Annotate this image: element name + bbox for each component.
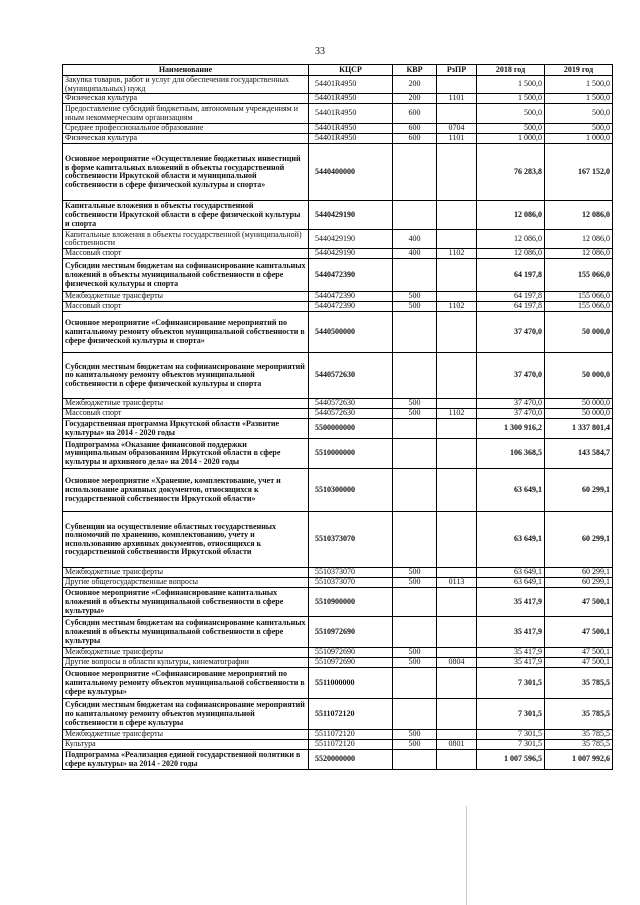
row-kvr: 200 — [393, 76, 437, 94]
row-2019: 1 500,0 — [545, 76, 613, 94]
row-kvr — [393, 668, 437, 699]
row-kcsr: 5440572630 — [309, 399, 393, 409]
row-2018: 35 417,9 — [477, 588, 545, 617]
row-kcsr: 5510300000 — [309, 469, 393, 512]
row-rzpr — [437, 469, 477, 512]
row-name: Основное мероприятие «Софинансирование мероприятий по капитальному ремонту объектов муниципальной собственности в сфере культуры» — [63, 668, 309, 699]
row-kcsr: 54401R4950 — [309, 134, 393, 144]
row-2019: 60 299,1 — [545, 578, 613, 588]
row-rzpr: 1102 — [437, 249, 477, 259]
row-2019: 1 500,0 — [545, 94, 613, 104]
row-name: Подпрограмма «Оказание финансовой поддержки муниципальным образованиям Иркутской области в сфере культуры и архивного дела» на 2014 - 2020 годы — [63, 439, 309, 469]
row-kcsr: 5440429190 — [309, 230, 393, 249]
row-rzpr — [437, 104, 477, 124]
row-kcsr: 5510972690 — [309, 617, 393, 648]
row-name: Межбюджетные трансферты — [63, 568, 309, 578]
row-name: Субвенции на осуществление областных государственных полномочий по хранению, комплектованию, учету и использованию архивных документов, относящихся к государственной собственности Иркутской области — [63, 512, 309, 568]
row-rzpr — [437, 668, 477, 699]
row-rzpr — [437, 439, 477, 469]
row-name: Субсидии местным бюджетам на софинансирование капитальных вложений в объекты муниципальной собственности в сфере культуры — [63, 617, 309, 648]
row-name: Межбюджетные трансферты — [63, 648, 309, 658]
row-rzpr — [437, 230, 477, 249]
row-kvr — [393, 259, 437, 292]
row-kcsr: 54401R4950 — [309, 104, 393, 124]
row-2018: 37 470,0 — [477, 409, 545, 419]
table-row — [63, 588, 613, 617]
row-2018: 63 649,1 — [477, 469, 545, 512]
row-2018: 1 300 916,2 — [477, 419, 545, 439]
row-name: Массовый спорт — [63, 302, 309, 312]
row-2018: 1 007 596,5 — [477, 750, 545, 770]
row-kvr: 500 — [393, 409, 437, 419]
row-kvr: 600 — [393, 124, 437, 134]
table-row — [63, 740, 613, 750]
table-row — [63, 104, 613, 124]
table-row — [63, 568, 613, 578]
row-kvr — [393, 750, 437, 770]
row-name: Основное мероприятие «Осуществление бюджетных инвестиций в форме капитальных вложений в объекты государственной собственности Иркутской области и муниципальной собственности в сфере физической культуры и спорта» — [63, 144, 309, 201]
row-2019: 35 785,5 — [545, 730, 613, 740]
row-kvr: 500 — [393, 399, 437, 409]
row-rzpr — [437, 512, 477, 568]
row-rzpr — [437, 259, 477, 292]
row-kcsr: 5510373070 — [309, 512, 393, 568]
row-kcsr: 5510000000 — [309, 439, 393, 469]
row-kvr — [393, 201, 437, 230]
row-rzpr: 0704 — [437, 124, 477, 134]
row-rzpr: 0113 — [437, 578, 477, 588]
row-name: Субсидии местным бюджетам на софинансирование капитальных вложений в объекты муниципальной собственности в сфере физической культуры и спорта — [63, 259, 309, 292]
row-kvr — [393, 469, 437, 512]
row-2019: 12 086,0 — [545, 230, 613, 249]
header-kcsr: КЦСР — [309, 65, 393, 76]
table-row — [63, 750, 613, 770]
row-name: Подпрограмма «Реализация единой государственной политики в сфере культуры» на 2014 - 2020 годы — [63, 750, 309, 770]
table-row — [63, 469, 613, 512]
row-kvr — [393, 512, 437, 568]
budget-table — [62, 64, 613, 770]
row-kvr: 500 — [393, 658, 437, 668]
row-2018: 37 470,0 — [477, 399, 545, 409]
row-2019: 35 785,5 — [545, 699, 613, 730]
row-2019: 35 785,5 — [545, 668, 613, 699]
row-kcsr: 5440500000 — [309, 312, 393, 353]
row-2018: 63 649,1 — [477, 568, 545, 578]
table-row — [63, 617, 613, 648]
row-kvr — [393, 439, 437, 469]
row-2019: 47 500,1 — [545, 617, 613, 648]
table-row — [63, 249, 613, 259]
row-2019: 500,0 — [545, 124, 613, 134]
row-kcsr: 5511072120 — [309, 740, 393, 750]
page-number: 33 — [315, 46, 325, 57]
table-row — [63, 399, 613, 409]
row-name: Другие общегосударственные вопросы — [63, 578, 309, 588]
row-kcsr: 5510972690 — [309, 648, 393, 658]
row-name: Межбюджетные трансферты — [63, 399, 309, 409]
row-name: Капитальные вложения в объекты государственной собственности Иркутской области в сфере физической культуры и спорта — [63, 201, 309, 230]
row-kvr: 500 — [393, 730, 437, 740]
row-2019: 1 007 992,6 — [545, 750, 613, 770]
table-row — [63, 512, 613, 568]
row-kvr: 500 — [393, 568, 437, 578]
row-kvr: 500 — [393, 578, 437, 588]
row-2018: 35 417,9 — [477, 648, 545, 658]
row-2019: 1 000,0 — [545, 134, 613, 144]
row-kvr: 600 — [393, 134, 437, 144]
row-kcsr: 5511000000 — [309, 668, 393, 699]
row-name: Среднее профессиональное образование — [63, 124, 309, 134]
row-2018: 12 086,0 — [477, 201, 545, 230]
row-rzpr: 1102 — [437, 302, 477, 312]
row-kvr: 500 — [393, 648, 437, 658]
row-name: Массовый спорт — [63, 409, 309, 419]
table-row — [63, 353, 613, 399]
row-rzpr: 1101 — [437, 134, 477, 144]
row-rzpr: 0801 — [437, 740, 477, 750]
row-name: Субсидии местным бюджетам на софинансирование мероприятий по капитальному ремонту объектов муниципальной собственности в сфере физической культуры и спорта — [63, 353, 309, 399]
table-row — [63, 648, 613, 658]
row-2018: 63 649,1 — [477, 578, 545, 588]
row-name: Физическая культура — [63, 134, 309, 144]
row-2018: 12 086,0 — [477, 230, 545, 249]
row-2018: 12 086,0 — [477, 249, 545, 259]
row-kvr: 400 — [393, 249, 437, 259]
row-rzpr — [437, 588, 477, 617]
table-row — [63, 668, 613, 699]
row-2018: 1 500,0 — [477, 94, 545, 104]
row-rzpr — [437, 730, 477, 740]
row-rzpr — [437, 76, 477, 94]
row-2019: 155 066,0 — [545, 292, 613, 302]
row-2019: 35 785,5 — [545, 740, 613, 750]
budget-table-container — [62, 64, 612, 770]
row-2018: 64 197,8 — [477, 292, 545, 302]
row-name: Межбюджетные трансферты — [63, 730, 309, 740]
row-name: Основное мероприятие «Софинансирование капитальных вложений в объекты муниципальной собственности в сфере культуры» — [63, 588, 309, 617]
row-rzpr — [437, 292, 477, 302]
row-2018: 7 301,5 — [477, 699, 545, 730]
row-2018: 7 301,5 — [477, 730, 545, 740]
row-kvr: 600 — [393, 104, 437, 124]
row-2018: 500,0 — [477, 104, 545, 124]
row-rzpr — [437, 617, 477, 648]
row-name: Субсидии местным бюджетам на софинансирование мероприятий по капитальному ремонту объектов муниципальной собственности в сфере культуры — [63, 699, 309, 730]
row-2018: 1 500,0 — [477, 76, 545, 94]
row-2019: 167 152,0 — [545, 144, 613, 201]
row-name: Основное мероприятие «Софинансирование мероприятий по капитальному ремонту объектов муниципальной собственности в сфере физической культуры и спорта» — [63, 312, 309, 353]
row-kvr — [393, 353, 437, 399]
row-kvr — [393, 617, 437, 648]
row-2018: 500,0 — [477, 124, 545, 134]
row-2019: 60 299,1 — [545, 568, 613, 578]
row-kvr: 500 — [393, 302, 437, 312]
table-row — [63, 144, 613, 201]
row-rzpr: 1102 — [437, 409, 477, 419]
row-rzpr — [437, 648, 477, 658]
table-row — [63, 658, 613, 668]
row-kvr: 500 — [393, 740, 437, 750]
row-kvr — [393, 312, 437, 353]
row-rzpr — [437, 353, 477, 399]
row-2019: 12 086,0 — [545, 249, 613, 259]
row-2018: 37 470,0 — [477, 353, 545, 399]
row-kvr — [393, 588, 437, 617]
table-header-row — [63, 65, 613, 76]
row-2019: 47 500,1 — [545, 588, 613, 617]
row-rzpr — [437, 699, 477, 730]
row-name: Предоставление субсидий бюджетным, автономным учреждениям и иным некоммерческим организациям — [63, 104, 309, 124]
table-row — [63, 76, 613, 94]
header-rzpr: РзПР — [437, 65, 477, 76]
row-2019: 50 000,0 — [545, 399, 613, 409]
row-2019: 60 299,1 — [545, 512, 613, 568]
row-2018: 63 649,1 — [477, 512, 545, 568]
row-kcsr: 54401R4950 — [309, 124, 393, 134]
row-kvr — [393, 419, 437, 439]
table-row — [63, 292, 613, 302]
row-kcsr: 5440400000 — [309, 144, 393, 201]
row-name: Межбюджетные трансферты — [63, 292, 309, 302]
table-row — [63, 419, 613, 439]
row-2018: 35 417,9 — [477, 617, 545, 648]
row-rzpr — [437, 568, 477, 578]
row-kcsr: 5511072120 — [309, 699, 393, 730]
table-row — [63, 124, 613, 134]
row-kcsr: 5440472390 — [309, 302, 393, 312]
row-kcsr: 5500000000 — [309, 419, 393, 439]
table-row — [63, 259, 613, 292]
table-row — [63, 94, 613, 104]
row-2018: 7 301,5 — [477, 740, 545, 750]
row-2019: 1 337 801,4 — [545, 419, 613, 439]
header-2018: 2018 год — [477, 65, 545, 76]
row-name: Другие вопросы в области культуры, кинематографии — [63, 658, 309, 668]
row-2019: 155 066,0 — [545, 302, 613, 312]
table-row — [63, 730, 613, 740]
row-kcsr: 5440572630 — [309, 353, 393, 399]
row-2019: 47 500,1 — [545, 658, 613, 668]
row-kcsr: 5510972690 — [309, 658, 393, 668]
row-kcsr: 5510373070 — [309, 568, 393, 578]
row-2018: 1 000,0 — [477, 134, 545, 144]
row-kcsr: 5511072120 — [309, 730, 393, 740]
row-2018: 35 417,9 — [477, 658, 545, 668]
table-row — [63, 230, 613, 249]
table-row — [63, 578, 613, 588]
row-2019: 47 500,1 — [545, 648, 613, 658]
row-kcsr: 54401R4950 — [309, 76, 393, 94]
row-name: Капитальные вложения в объекты государственной (муниципальной) собственности — [63, 230, 309, 249]
row-kvr: 400 — [393, 230, 437, 249]
table-row — [63, 439, 613, 469]
header-kvr: КВР — [393, 65, 437, 76]
row-rzpr — [437, 750, 477, 770]
table-row — [63, 409, 613, 419]
row-name: Массовый спорт — [63, 249, 309, 259]
table-row — [63, 302, 613, 312]
row-2018: 76 283,8 — [477, 144, 545, 201]
row-2019: 12 086,0 — [545, 201, 613, 230]
row-kcsr: 5440429190 — [309, 249, 393, 259]
row-rzpr: 0804 — [437, 658, 477, 668]
table-row — [63, 134, 613, 144]
row-2019: 143 584,7 — [545, 439, 613, 469]
row-kcsr: 5510373070 — [309, 578, 393, 588]
row-2019: 155 066,0 — [545, 259, 613, 292]
row-name: Закупка товаров, работ и услуг для обеспечения государственных (муниципальных) нужд — [63, 76, 309, 94]
row-rzpr — [437, 419, 477, 439]
row-rzpr — [437, 144, 477, 201]
row-2018: 106 368,5 — [477, 439, 545, 469]
row-2018: 64 197,8 — [477, 259, 545, 292]
row-2018: 7 301,5 — [477, 668, 545, 699]
row-name: Культура — [63, 740, 309, 750]
table-row — [63, 312, 613, 353]
row-kcsr: 54401R4950 — [309, 94, 393, 104]
row-rzpr — [437, 201, 477, 230]
row-name: Государственная программа Иркутской области «Развитие культуры» на 2014 - 2020 годы — [63, 419, 309, 439]
row-rzpr: 1101 — [437, 94, 477, 104]
row-2018: 64 197,8 — [477, 302, 545, 312]
row-kcsr: 5510900000 — [309, 588, 393, 617]
row-kvr — [393, 699, 437, 730]
table-row — [63, 699, 613, 730]
row-kcsr: 5440572630 — [309, 409, 393, 419]
row-rzpr — [437, 312, 477, 353]
row-kcsr: 5440429190 — [309, 201, 393, 230]
header-name: Наименование — [63, 65, 309, 76]
row-kvr: 200 — [393, 94, 437, 104]
row-2019: 50 000,0 — [545, 312, 613, 353]
row-2019: 60 299,1 — [545, 469, 613, 512]
row-2019: 50 000,0 — [545, 353, 613, 399]
row-kcsr: 5440472390 — [309, 292, 393, 302]
row-name: Основное мероприятие «Хранение, комплектование, учет и использование архивных документов, относящихся к государственной собственности Иркутской области» — [63, 469, 309, 512]
row-2018: 37 470,0 — [477, 312, 545, 353]
row-kcsr: 5440472390 — [309, 259, 393, 292]
row-2019: 50 000,0 — [545, 409, 613, 419]
row-kvr — [393, 144, 437, 201]
row-kcsr: 5520000000 — [309, 750, 393, 770]
row-kvr: 500 — [393, 292, 437, 302]
table-row — [63, 201, 613, 230]
table-body — [63, 76, 613, 770]
header-2019: 2019 год — [545, 65, 613, 76]
row-name: Физическая культура — [63, 94, 309, 104]
row-rzpr — [437, 399, 477, 409]
row-2019: 500,0 — [545, 104, 613, 124]
scan-edge-line — [466, 806, 467, 905]
